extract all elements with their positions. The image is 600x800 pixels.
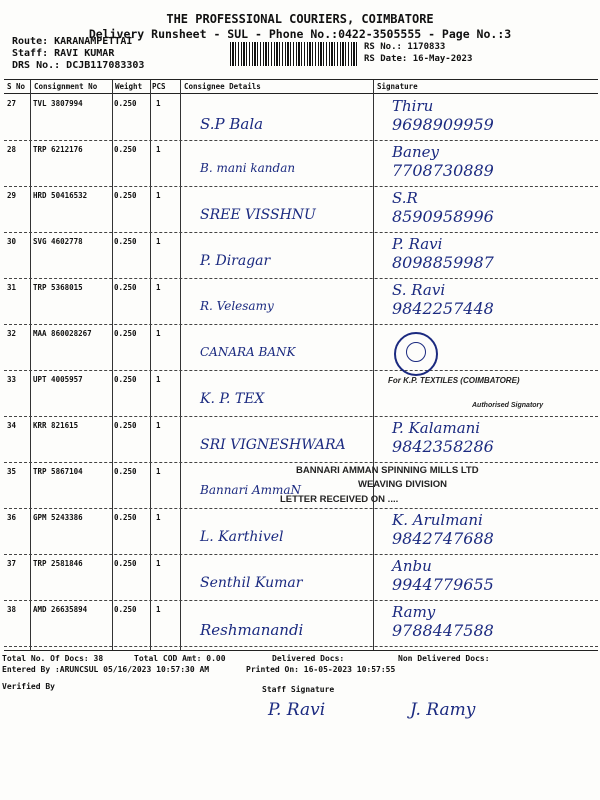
- kp-tex-auth-text: Authorised Signatory: [472, 402, 544, 409]
- row-consignee: SRI VIGNESHWARA: [200, 437, 346, 453]
- row-consignee: CANARA BANK: [200, 345, 296, 359]
- row-phone: 9788447588: [392, 621, 494, 640]
- row-sno: 30: [7, 237, 17, 246]
- row-consignment-no: KRR 821615: [33, 421, 79, 430]
- row-sno: 32: [7, 329, 17, 338]
- row-sno: 31: [7, 283, 17, 292]
- total-cod: Total COD Amt: 0.00: [134, 654, 226, 663]
- row-sno: 37: [7, 559, 17, 568]
- row-sno: 34: [7, 421, 17, 430]
- col-header-weight: Weight: [115, 82, 143, 91]
- table-bottom-rule: [4, 650, 598, 651]
- rs-date: RS Date: 16-May-2023: [364, 54, 473, 64]
- row-weight: 0.250: [114, 559, 137, 568]
- row-separator: [4, 646, 598, 647]
- row-pcs: 1: [156, 421, 161, 430]
- round-seal-inner-icon: [406, 342, 426, 362]
- bannari-stamp-line2: WEAVING DIVISION: [358, 479, 448, 490]
- row-sno: 35: [7, 467, 17, 476]
- row-consignment-no: TVL 3807994: [33, 99, 83, 108]
- barcode: [230, 42, 358, 66]
- bannari-stamp-line3: LETTER RECEIVED ON ....: [280, 494, 399, 505]
- row-consignee: K. P. TEX: [200, 391, 265, 407]
- row-sno: 28: [7, 145, 17, 154]
- row-phone: 8098859987: [392, 253, 494, 272]
- entered-by: Entered By :ARUNCSUL 05/16/2023 10:57:30 AM: [2, 665, 210, 674]
- col-header-signature: Signature: [377, 82, 418, 91]
- row-pcs: 1: [156, 99, 161, 108]
- row-weight: 0.250: [114, 375, 137, 384]
- row-consignment-no: UPT 4005957: [33, 375, 83, 384]
- table-row: [0, 509, 600, 555]
- total-docs: Total No. Of Docs: 38: [2, 654, 104, 663]
- verified-by: Verified By: [2, 682, 55, 691]
- bannari-stamp-line1: BANNARI AMMAN SPINNING MILLS LTD: [296, 465, 479, 476]
- row-consignment-no: TRP 2581846: [33, 559, 83, 568]
- runsheet-title: Delivery Runsheet - SUL - Phone No.:0422-3505555 - Page No.:3: [88, 27, 512, 41]
- row-consignment-no: GPM 5243386: [33, 513, 83, 522]
- row-phone: 7708730889: [392, 161, 494, 180]
- row-signature: P. Ravi: [392, 235, 443, 253]
- company-name: THE PROFESSIONAL COURIERS, COIMBATORE: [166, 12, 434, 26]
- staff: Staff: RAVI KUMAR: [12, 48, 115, 59]
- route: Route: KARANAMPETTAI: [12, 36, 133, 47]
- printed-on: Printed On: 16-05-2023 10:57:55: [246, 665, 396, 674]
- row-weight: 0.250: [114, 605, 137, 614]
- row-phone: 8590958996: [392, 207, 494, 226]
- row-phone: 9944779655: [392, 575, 494, 594]
- row-weight: 0.250: [114, 329, 137, 338]
- staff-signature-label: Staff Signature: [262, 685, 335, 694]
- table-row: [0, 555, 600, 601]
- row-signature: K. Arulmani: [392, 511, 483, 529]
- row-pcs: 1: [156, 329, 161, 338]
- row-signature: Thiru: [392, 97, 434, 115]
- row-sno: 38: [7, 605, 17, 614]
- row-weight: 0.250: [114, 237, 137, 246]
- table-row: [0, 141, 600, 187]
- row-signature: Anbu: [392, 557, 432, 575]
- row-signature: S.R: [392, 189, 418, 207]
- row-sno: 36: [7, 513, 17, 522]
- non-delivered-docs: Non Delivered Docs:: [398, 654, 490, 663]
- row-consignee: SREE VISSHNU: [200, 207, 316, 223]
- table-header-rule: [4, 93, 598, 94]
- table-row: [0, 95, 600, 141]
- row-pcs: 1: [156, 283, 161, 292]
- kp-tex-stamp-text: For K.P. TEXTILES (COIMBATORE): [388, 376, 520, 385]
- row-consignment-no: TRP 5867104: [33, 467, 83, 476]
- table-row: [0, 187, 600, 233]
- row-weight: 0.250: [114, 421, 137, 430]
- table-row: [0, 279, 600, 325]
- row-sno: 29: [7, 191, 17, 200]
- row-weight: 0.250: [114, 467, 137, 476]
- row-phone: 9698909959: [392, 115, 494, 134]
- row-weight: 0.250: [114, 191, 137, 200]
- row-consignee: R. Velesamy: [200, 299, 274, 313]
- row-pcs: 1: [156, 191, 161, 200]
- row-weight: 0.250: [114, 283, 137, 292]
- row-consignee: L. Karthivel: [200, 529, 284, 545]
- row-pcs: 1: [156, 605, 161, 614]
- row-pcs: 1: [156, 375, 161, 384]
- row-signature: Baney: [392, 143, 439, 161]
- row-weight: 0.250: [114, 99, 137, 108]
- staff-signature-left: P. Ravi: [268, 700, 326, 720]
- rs-number: RS No.: 1170833: [364, 42, 446, 52]
- row-signature: Ramy: [392, 603, 436, 621]
- row-phone: 9842747688: [392, 529, 494, 548]
- col-header-consignment: Consignment No: [34, 82, 98, 91]
- col-header-pcs: PCS: [152, 82, 166, 91]
- row-weight: 0.250: [114, 145, 137, 154]
- row-consignee: Bannari AmmaN: [200, 483, 302, 497]
- row-consignment-no: AMD 26635894: [33, 605, 88, 614]
- row-consignment-no: SVG 4602778: [33, 237, 83, 246]
- col-header-sno: S No: [7, 82, 26, 91]
- row-weight: 0.250: [114, 513, 137, 522]
- row-sno: 27: [7, 99, 17, 108]
- row-consignment-no: HRD 50416532: [33, 191, 88, 200]
- row-pcs: 1: [156, 237, 161, 246]
- row-pcs: 1: [156, 145, 161, 154]
- row-consignee: Senthil Kumar: [200, 575, 303, 591]
- row-pcs: 1: [156, 559, 161, 568]
- row-phone: 9842257448: [392, 299, 494, 318]
- row-consignment-no: TRP 6212176: [33, 145, 83, 154]
- row-sno: 33: [7, 375, 17, 384]
- row-consignment-no: TRP 5368015: [33, 283, 83, 292]
- row-consignment-no: MAA 860028267: [33, 329, 92, 338]
- row-phone: 9842358286: [392, 437, 494, 456]
- row-consignee: Reshmanandi: [200, 621, 304, 639]
- kp-tex-stamp: [376, 332, 554, 418]
- table-row: [0, 601, 600, 647]
- row-pcs: 1: [156, 467, 161, 476]
- row-signature: P. Kalamani: [392, 419, 481, 437]
- table-row: [0, 417, 600, 463]
- row-signature: S. Ravi: [392, 281, 446, 299]
- row-pcs: 1: [156, 513, 161, 522]
- row-consignee: B. mani kandan: [200, 161, 296, 175]
- row-consignee: P. Diragar: [200, 253, 271, 269]
- col-header-consignee: Consignee Details: [184, 82, 261, 91]
- drs-number: DRS No.: DCJB117083303: [12, 60, 145, 71]
- delivered-docs: Delivered Docs:: [272, 654, 345, 663]
- table-row: [0, 233, 600, 279]
- staff-signature-right: J. Ramy: [410, 700, 476, 720]
- row-consignee: S.P Bala: [200, 115, 264, 133]
- table-top-rule: [4, 79, 598, 80]
